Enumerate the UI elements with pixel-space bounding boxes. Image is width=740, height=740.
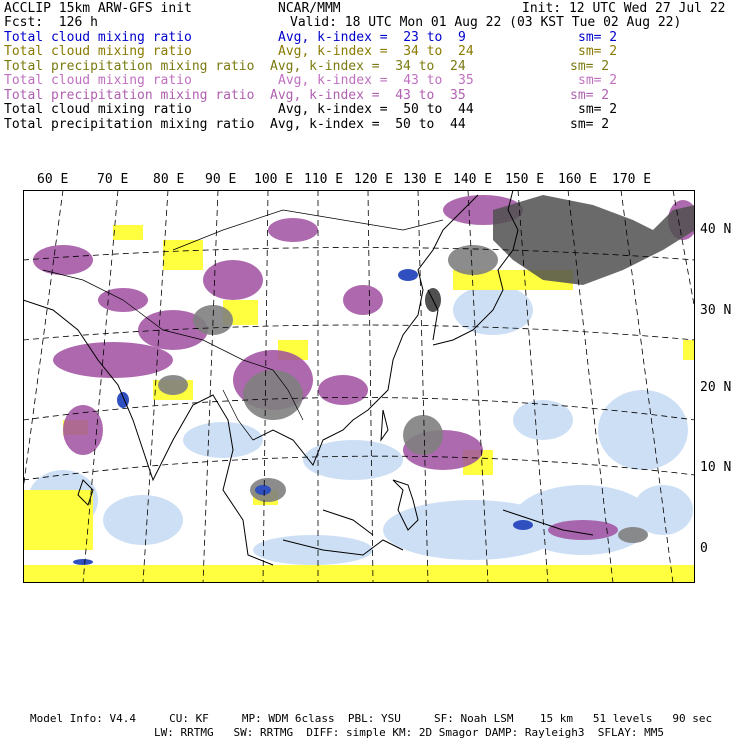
legend-range-1: Avg, k-index = 23 to 9 — [278, 30, 466, 45]
lat-label-10n: 10 N — [700, 460, 732, 475]
legend-field-3: Total precipitation mixing ratio — [4, 59, 255, 74]
lon-label-90e: 90 E — [205, 172, 237, 187]
legend-range-3: Avg, k-index = 34 to 24 — [270, 59, 466, 74]
lat-label-0: 0 — [700, 541, 708, 556]
forecast-hour: Fcst: 126 h — [4, 15, 98, 30]
lon-label-160e: 160 E — [558, 172, 598, 187]
legend-field-1: Total cloud mixing ratio — [4, 30, 192, 45]
legend-field-7: Total precipitation mixing ratio — [4, 117, 255, 132]
legend-range-4: Avg, k-index = 43 to 35 — [278, 73, 474, 88]
legend-field-6: Total cloud mixing ratio — [4, 102, 192, 117]
lon-label-70e: 70 E — [97, 172, 129, 187]
legend-sm-3: sm= 2 — [570, 59, 610, 74]
org-label: NCAR/MMM — [278, 1, 341, 16]
lon-label-130e: 130 E — [403, 172, 443, 187]
valid-time: Valid: 18 UTC Mon 01 Aug 22 (03 KST Tue 02 Aug 22) — [290, 15, 682, 30]
weather-map — [23, 190, 695, 583]
lon-label-60e: 60 E — [37, 172, 69, 187]
lat-label-30n: 30 N — [700, 303, 732, 318]
legend-sm-7: sm= 2 — [570, 117, 610, 132]
legend-sm-5: sm= 2 — [570, 88, 610, 103]
model-title: ACCLIP 15km ARW-GFS init — [4, 1, 192, 16]
legend-sm-4: sm= 2 — [578, 73, 618, 88]
lat-label-20n: 20 N — [700, 380, 732, 395]
lon-label-140e: 140 E — [453, 172, 493, 187]
lon-label-170e: 170 E — [612, 172, 652, 187]
lon-label-100e: 100 E — [254, 172, 294, 187]
init-time: Init: 12 UTC Wed 27 Jul 22 — [522, 1, 726, 16]
footer-model-info: Model Info: V4.4 CU: KF MP: WDM 6class PBL: YSU SF: Noah LSM 15 km 51 levels 90 sec — [30, 712, 713, 725]
legend-field-4: Total cloud mixing ratio — [4, 73, 192, 88]
lat-label-40n: 40 N — [700, 222, 732, 237]
legend-sm-6: sm= 2 — [578, 102, 618, 117]
legend-range-7: Avg, k-index = 50 to 44 — [270, 117, 466, 132]
lon-label-150e: 150 E — [505, 172, 545, 187]
legend-range-5: Avg, k-index = 43 to 35 — [270, 88, 466, 103]
lon-label-120e: 120 E — [354, 172, 394, 187]
lon-label-110e: 110 E — [304, 172, 344, 187]
lon-label-80e: 80 E — [153, 172, 185, 187]
legend-sm-1: sm= 2 — [578, 30, 618, 45]
legend-field-5: Total precipitation mixing ratio — [4, 88, 255, 103]
footer-physics-info: LW: RRTMG SW: RRTMG DIFF: simple KM: 2D Smagor DAMP: Rayleigh3 SFLAY: MM5 — [154, 726, 664, 739]
legend-range-2: Avg, k-index = 34 to 24 — [278, 44, 474, 59]
legend-range-6: Avg, k-index = 50 to 44 — [278, 102, 474, 117]
legend-sm-2: sm= 2 — [578, 44, 618, 59]
legend-field-2: Total cloud mixing ratio — [4, 44, 192, 59]
